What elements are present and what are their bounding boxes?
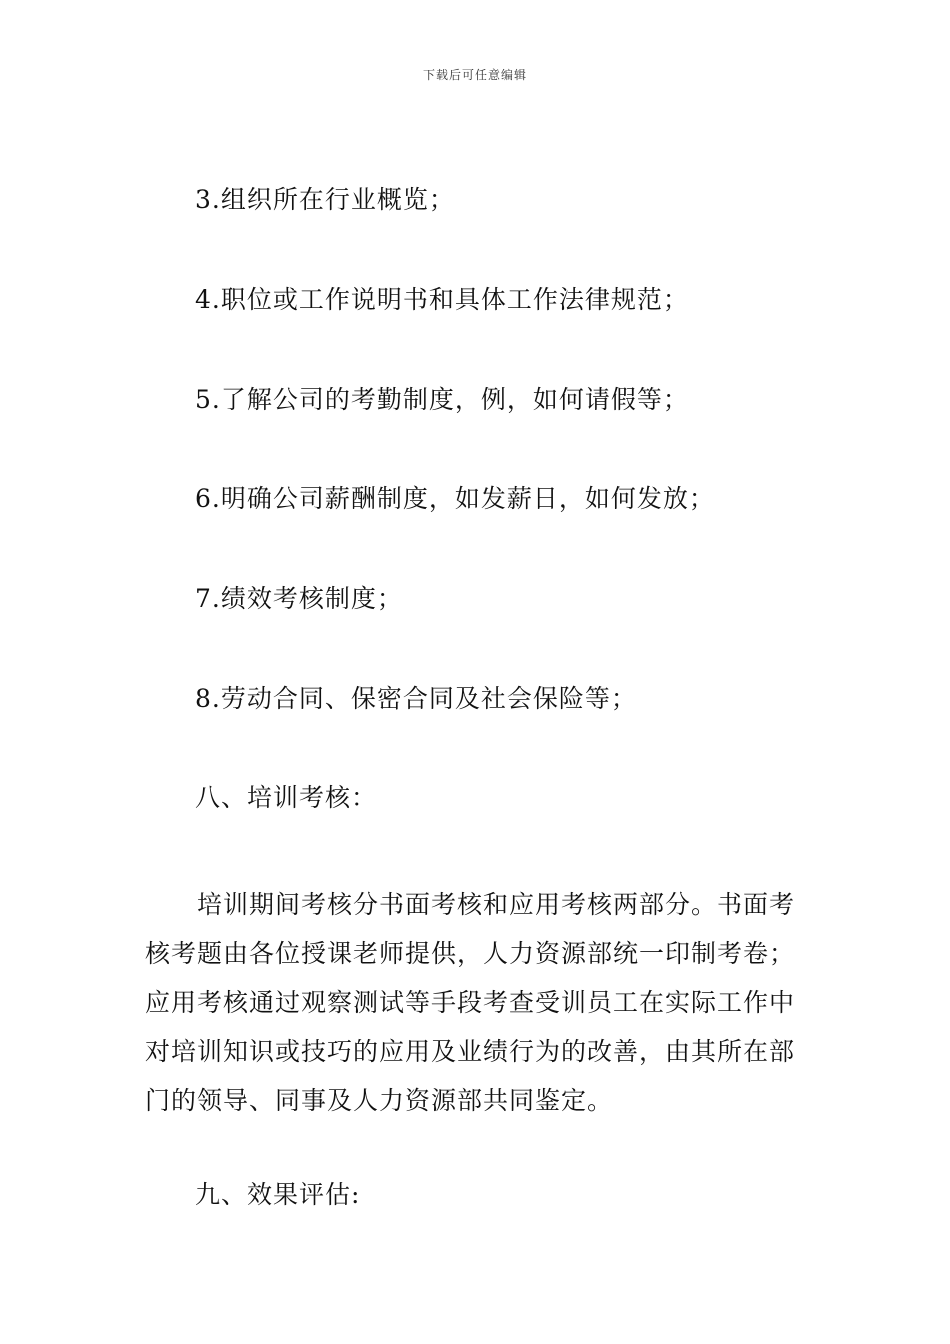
list-item-5: 5.了解公司的考勤制度，例，如何请假等； — [195, 385, 689, 414]
section-heading-effect-evaluation: 九、效果评估: — [195, 1180, 361, 1209]
list-item-7: 7.绩效考核制度； — [195, 584, 403, 613]
list-item-6: 6.明确公司薪酬制度，如发薪日，如何发放； — [195, 484, 715, 513]
page-header: 下载后可任意编辑 — [422, 68, 527, 82]
section-heading-training-assessment: 八、培训考核： — [195, 783, 378, 812]
list-item-8: 8.劳动合同、保密合同及社会保险等； — [195, 684, 637, 713]
list-item-3: 3.组织所在行业概览； — [195, 185, 455, 214]
list-item-4: 4.职位或工作说明书和具体工作法律规范； — [195, 285, 689, 314]
training-assessment-paragraph: 培训期间考核分书面考核和应用考核两部分。书面考核考题由各位授课老师提供，人力资源部统一印制考卷；应用考核通过观察测试等手段考查受训员工在实际工作中对培训知识或技巧的应用及业绩行为的改善，由其所在部门的领导、同事及人力资源部共同鉴定。 — [145, 890, 796, 1115]
